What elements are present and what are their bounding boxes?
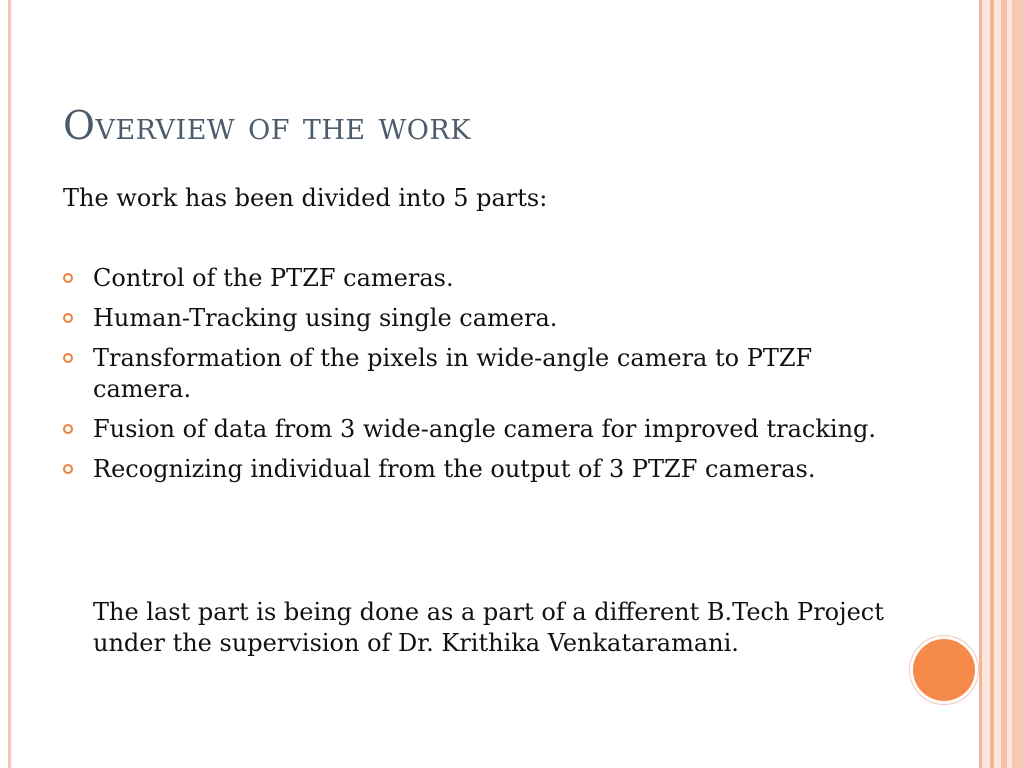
list-item-text: Transformation of the pixels in wide-angle camera to PTZF camera. <box>93 344 813 403</box>
bullet-circle-icon <box>63 464 73 474</box>
bullet-list <box>63 263 903 494</box>
bullet-circle-icon <box>63 424 73 434</box>
decorative-orange-circle <box>913 639 975 701</box>
right-decorative-stripes <box>979 0 1024 768</box>
list-item <box>63 414 903 445</box>
list-item <box>63 343 903 405</box>
stripe <box>982 0 990 768</box>
bullet-circle-icon <box>63 353 73 363</box>
stripe <box>994 0 1001 768</box>
left-border-line <box>8 0 11 768</box>
list-item-text: Human-Tracking using single camera. <box>93 304 558 332</box>
bullet-circle-icon <box>63 273 73 283</box>
list-item <box>63 263 903 294</box>
footnote-text: The last part is being done as a part of a different B.Tech Project under the supervision of Dr. Krithika Venkataramani. <box>93 598 884 657</box>
slide-title: Overview of the work <box>63 104 471 149</box>
list-item <box>63 303 903 334</box>
list-item-text: Control of the PTZF cameras. <box>93 264 454 292</box>
stripe <box>1012 0 1024 768</box>
list-item-text: Fusion of data from 3 wide-angle camera for improved tracking. <box>93 415 877 443</box>
bullet-circle-icon <box>63 313 73 323</box>
intro-text: The work has been divided into 5 parts: <box>63 184 548 212</box>
list-item-text: Recognizing individual from the output of 3 PTZF cameras. <box>93 455 816 483</box>
list-item <box>63 454 903 485</box>
